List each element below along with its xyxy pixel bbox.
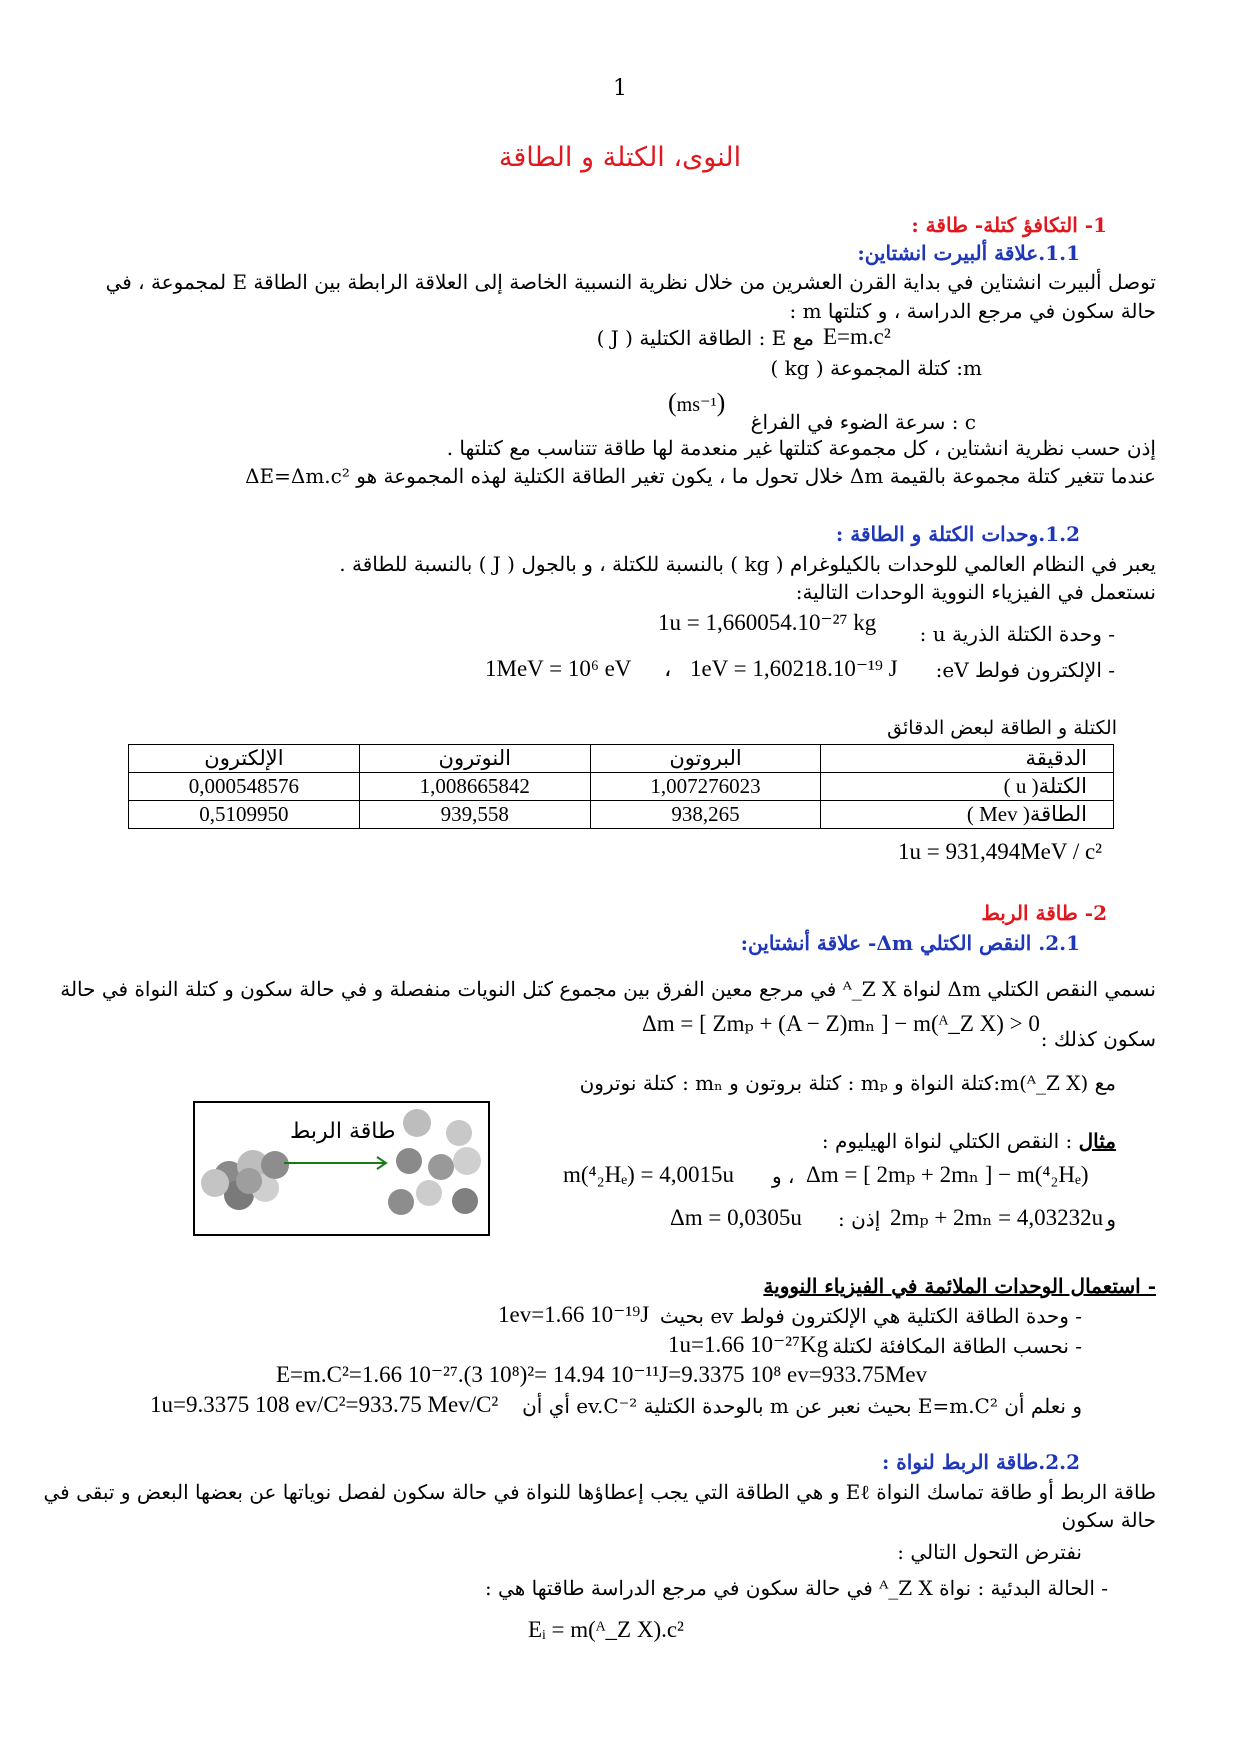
table-row [129,801,1114,829]
word-then: إذن : [838,1207,881,1231]
nucleons-sum: 2mₚ + 2mₙ = 4,03232u [890,1205,1104,1230]
table-header-row [129,745,1114,773]
table-cell: 1,007276023 [590,773,821,801]
table-cell: 0,000548576 [129,773,360,801]
formula-e-mc2: E=m.c² [823,324,891,349]
paragraph: نستعمل في الفيزياء النووية الوحدات التالية: [795,580,1156,604]
paragraph: حالة سكون في مرجع الدراسة ، و كتلتها m : [789,299,1156,323]
section-2-1-heading: 2.1. النقص الكتلي Δm- علاقة أنشتاين: [740,931,1080,955]
u-to-mev: 1u=9.3375 108 ev/C²=933.75 Mev/C² [150,1392,499,1417]
arrow-icon [284,1157,386,1169]
word-and: و [1106,1207,1116,1231]
section-1-2-heading: 1.2.وحدات الكتلة و الطاقة : [835,522,1080,546]
separator: ، [664,656,672,681]
paragraph: حالة سكون [1061,1508,1156,1532]
figure-label: طاقة الربط [290,1119,396,1144]
table-cell: 938,265 [590,801,821,829]
paragraph: يعبر في النظام العالمي للوحدات بالكيلوغرام ( kg ) بالنسبة للكتلة ، و بالجول ( J ) بالنسبة للطاقة . [339,552,1156,576]
variable-c-def: c : سرعة الضوء في الفراغ [750,410,976,434]
example-line [822,1127,1116,1155]
electronvolt-label: - الإلكترون فولط eV: [935,658,1115,682]
table-row [129,773,1114,801]
paragraph: عندما تتغير كتلة مجموعة بالقيمة Δm خلال تحول ما ، يكون تغير الطاقة الكتلية لهذه المجموعة هو ΔE=Δm.c² [245,464,1156,488]
variable-m-def: m: كتلة المجموعة ( kg ) [770,356,982,380]
table-cell: الكتلة( u ) [821,773,1114,801]
paragraph: نسمي النقص الكتلي Δm لنواة ᴬ_Z X في مرجع معين الفرق بين مجموع كتل النويات منفصلة و في حالة سكون و كتلة النواة في حالة [60,977,1156,1001]
table-header-cell: النوترون [359,745,590,773]
paragraph: طاقة الربط أو طاقة تماسك النواة Eℓ و هي الطاقة التي يجب إعطاؤها للنواة في حالة سكون لفصل نوياتها عن بعضها البعض و تبقى في [43,1480,1156,1504]
units-line-1: - وحدة الطاقة الكتلية هي الإلكترون فولط ev بحيث [659,1304,1082,1328]
units-heading: - استعمال الوحدات الملائمة في الفيزياء النووية [763,1274,1156,1298]
variable-e-def: مع E : الطاقة الكتلية ( J ) [596,326,814,350]
u-to-kg: 1u=1.66 10⁻²⁷Kg [668,1332,829,1357]
binding-energy-figure [193,1101,490,1236]
particles-table [128,744,1114,829]
table-cell: الطاقة( Mev ) [821,801,1114,829]
word-and: ، و [772,1164,795,1188]
paragraph: توصل ألبيرت انشتاين في بداية القرن العشرين من خلال نظرية النسبية الخاصة إلى العلاقة الرابطة بين الطاقة E لمجموعة ، في [105,270,1156,294]
section-2-2-heading: 2.2.طاقة الربط لنواة : [881,1450,1080,1474]
table-cell: 939,558 [359,801,590,829]
megaelectronvolt-value: 1MeV = 10⁶ eV [485,656,632,681]
initial-energy-formula: Eᵢ = m(ᴬ_Z X).c² [528,1617,684,1642]
paragraph: نفترض التحول التالي : [897,1540,1082,1564]
example-text: : النقص الكتلي لنواة الهيليوم : [821,1129,1079,1153]
paragraph: سكون كذلك : [1040,1027,1156,1051]
energy-calc: E=m.C²=1.66 10⁻²⁷.(3 10⁸)²= 14.94 10⁻¹¹J=9.3375 10⁸ ev=933.75Mev [276,1362,928,1387]
table-note: 1u = 931,494MeV / c² [898,839,1103,864]
helium-mass-defect-formula: Δm = [ 2mₚ + 2mₙ ] − m(⁴₂Hₑ) [806,1162,1089,1187]
table-header-cell: الإلكترون [129,745,360,773]
electronvolt-value: 1eV = 1,60218.10⁻¹⁹ J [690,656,898,681]
bound-nucleus-group [201,1150,289,1210]
helium-mass: m(⁴₂Hₑ) = 4,0015u [563,1162,734,1187]
paragraph: مع m(ᴬ_Z X):كتلة النواة و mₚ : كتلة بروتون و mₙ : كتلة نوترون [579,1071,1116,1095]
initial-state-line: - الحالة البدئية : نواة ᴬ_Z X في حالة سكون في مرجع الدراسة طاقتها هي : [484,1576,1108,1600]
unit-ms: (ms⁻¹) [668,388,726,417]
free-nucleons-group [388,1109,481,1215]
word-and-text: و [772,1164,782,1188]
electronvolt-definition: 1ev=1.66 10⁻¹⁹J [498,1302,650,1327]
table-header-cell: الدقيقة [821,745,1114,773]
units-line-2: - نحسب الطاقة المكافئة لكتلة [832,1334,1082,1358]
section-1-heading: 1- التكافؤ كتلة- طاقة : [911,213,1107,237]
table-caption: الكتلة و الطاقة لبعض الدقائق [887,717,1117,739]
unit-ms-text: ms⁻¹ [676,394,717,416]
atomic-mass-unit-label: - وحدة الكتلة الذرية u : [919,622,1115,646]
table-header-cell: البروتون [590,745,821,773]
table-cell: 0,5109950 [129,801,360,829]
page-number: 1 [613,76,627,101]
table-cell: 1,008665842 [359,773,590,801]
mass-defect-formula: Δm = [ Zmₚ + (A − Z)mₙ ] − m(ᴬ_Z X) > 0 [642,1011,1040,1036]
helium-mass-defect-value: Δm = 0,0305u [670,1205,802,1230]
page-title: النوى، الكتلة و الطاقة [498,142,742,173]
example-label: مثال [1078,1129,1116,1153]
units-line-4: و نعلم أن E=m.C² بحيث نعبر عن m بالوحدة الكتلية ev.C⁻² أي أن [522,1394,1082,1418]
section-2-heading: 2- طاقة الربط [981,901,1107,925]
atomic-mass-unit-value: 1u = 1,660054.10⁻²⁷ kg [658,610,877,635]
paragraph: إذن حسب نظرية انشتاين ، كل مجموعة كتلتها غير منعدمة لها طاقة تتناسب مع كتلتها . [446,436,1156,460]
section-1-1-heading: 1.1.علاقة ألبيرت انشتاين: [857,241,1080,265]
